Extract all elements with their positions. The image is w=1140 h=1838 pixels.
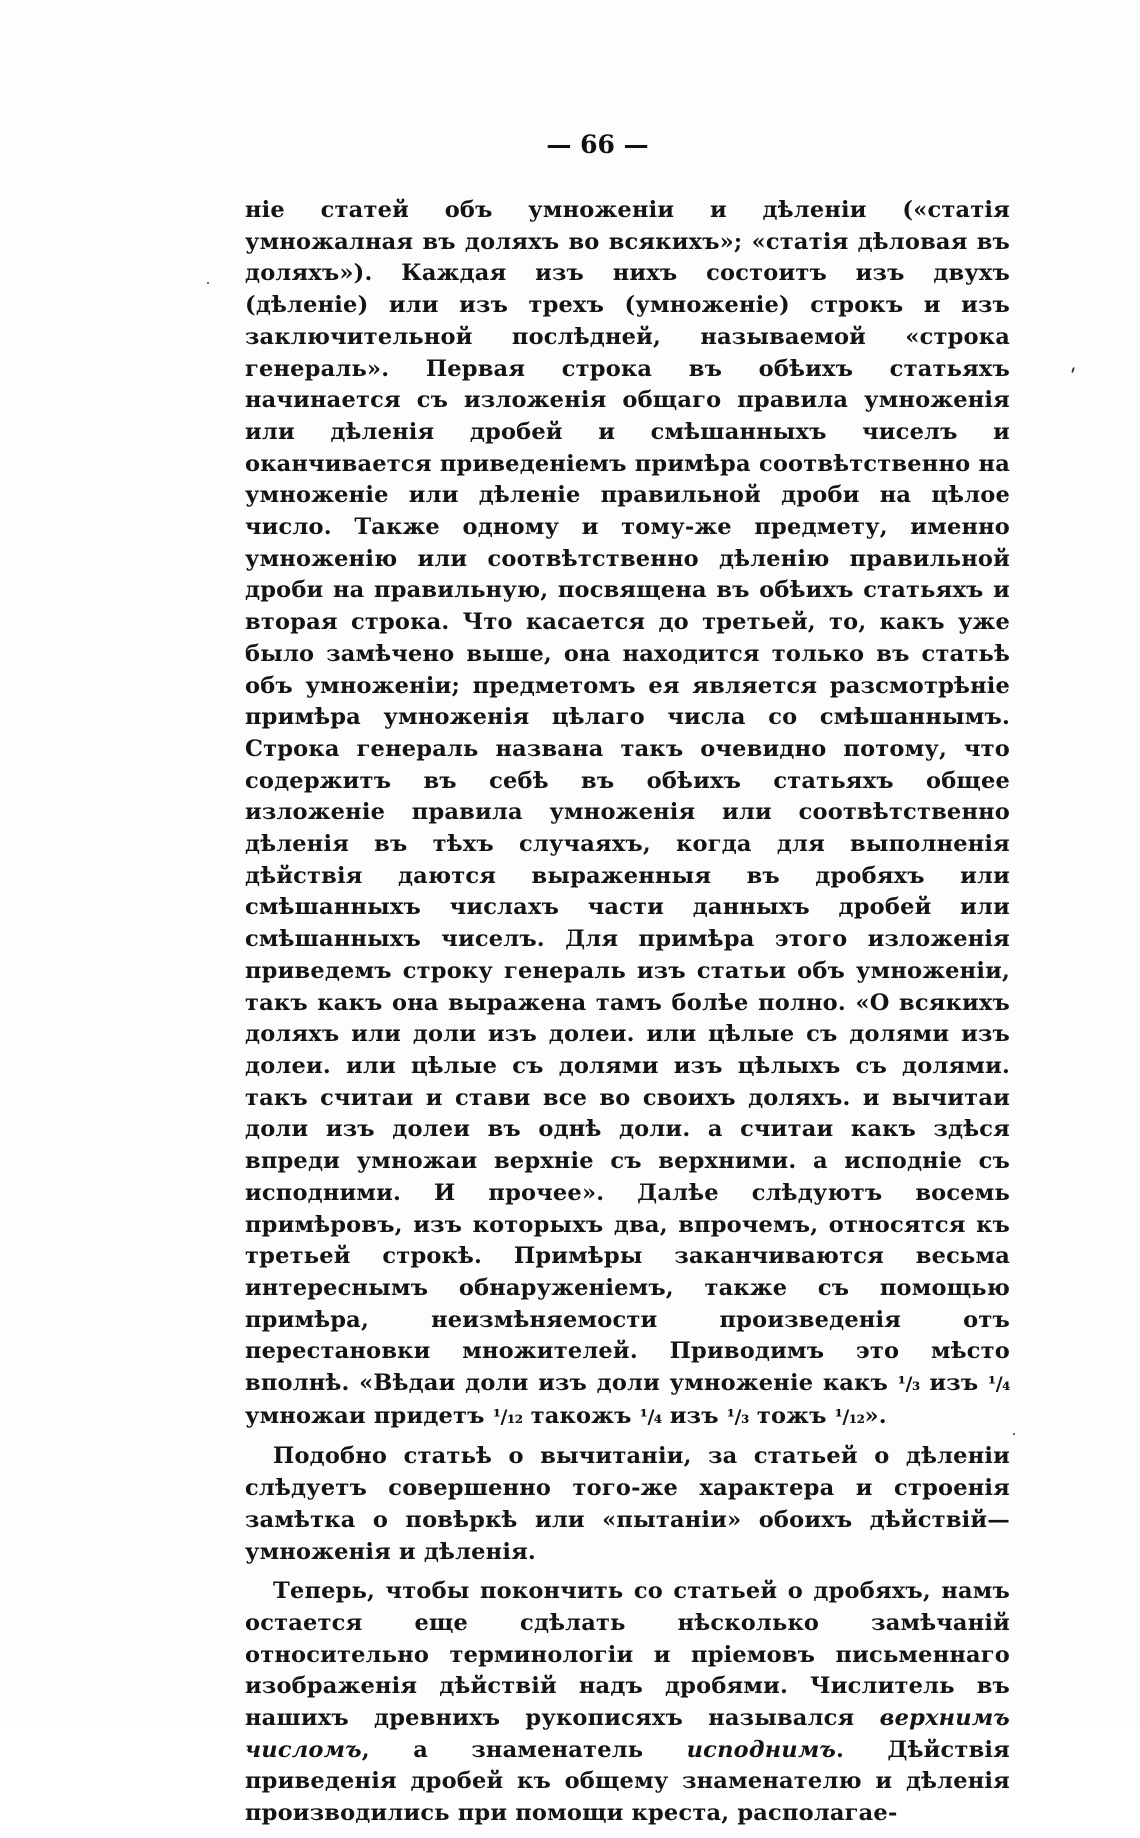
text-run: , а знаменатель <box>361 1736 687 1763</box>
fraction: ¹/₁₂ <box>834 1405 865 1428</box>
fraction: ¹/₃ <box>726 1405 749 1428</box>
fraction: ¹/₃ <box>897 1373 920 1396</box>
fraction: ¹/₄ <box>639 1405 662 1428</box>
text-run: изъ <box>919 1370 988 1397</box>
text-run: Теперь, чтобы покончить со статьей о дробяхъ, намъ остается еще сдѣлать нѣсколько замѣчаній относительно терминологіи и пріемовъ письменнаго изображенія дѣйствій надъ дробями. Числитель въ нашихъ древнихъ рукописяхъ назывался <box>245 1578 1010 1732</box>
text-run: . Дѣйствія приведенія дробей къ общему знаменателю и дѣленія производились при помощи креста, располагае- <box>245 1736 1010 1827</box>
scan-speck <box>207 282 209 284</box>
body-text <box>245 195 1010 1838</box>
text-run: изъ <box>661 1402 727 1429</box>
italic-term: исподнимъ <box>686 1736 837 1763</box>
text-run: тожъ <box>748 1402 835 1429</box>
text-run: ніе статей объ умноженіи и дѣленіи («статія умножалная въ доляхъ во всякихъ»; «статія дѣловая въ доляхъ»). Каждая изъ нихъ состоитъ изъ двухъ (дѣленіе) или изъ трехъ (умноженіе) строкъ и изъ заключительной послѣдней, называемой «строка генераль». Первая строка въ обѣихъ статьяхъ начинается съ изложенія общаго правила умноженія или дѣленія дробей и смѣшанныхъ чиселъ и оканчивается приведеніемъ примѣра соотвѣтственно на умноженіе или дѣленіе правильной дроби на цѣлое число. Также одному и тому-же предмету, именно умноженію или соотвѣтственно дѣленію правильной дроби на правильную, посвящена въ обѣихъ статьяхъ и вторая строка. Что касается до третьей, то, какъ уже было замѣчено выше, она находится только въ статьѣ объ умноженіи; предметомъ ея является разсмотрѣніе примѣра умноженія цѣлаго числа со смѣшаннымъ. Строка генераль названа такъ очевидно потому, что содержитъ въ себѣ въ обѣихъ статьяхъ общее изложеніе правила умноженія или соотвѣтственно дѣленія въ тѣхъ случаяхъ, когда для выполненія дѣйствія даются выраженныя въ дробяхъ или смѣшанныхъ числахъ части данныхъ дробей или смѣшанныхъ чиселъ. Для примѣра этого изложенія приведемъ строку генераль изъ статьи объ умноженіи, такъ какъ она выражена тамъ болѣе полно. «О всякихъ доляхъ или доли изъ долеи. или цѣлые съ долями изъ долеи. или цѣлые съ долями изъ цѣлыхъ съ долями. такъ считаи и стави все во своихъ доляхъ. и вычитаи доли изъ долеи въ однѣ доли. а считаи какъ здѣся впреди умножаи верхніе съ верхними. а исподніе съ исподними. И прочее». Далѣе слѣдуютъ восемь примѣровъ, изъ которыхъ два, впрочемъ, относятся къ третьей строкѣ. Примѣры заканчиваются весьма интереснымъ обнаруженіемъ, также съ помощью примѣра, неизмѣняемости произведенія отъ перестановки множителей. Приводимъ это мѣсто вполнѣ. «Вѣдаи доли изъ доли умноженіе какъ <box>245 197 1010 1397</box>
paragraph <box>245 1576 1010 1830</box>
paragraph <box>245 195 1010 1433</box>
text-run: Подобно статьѣ о вычитаніи, за статьей о дѣленіи слѣдуетъ совершенно того-же характера и строенія замѣтка о повѣркѣ или «пытаніи» обоихъ дѣйствій—умноженія и дѣленія. <box>245 1443 1010 1565</box>
fraction: ¹/₁₂ <box>492 1405 523 1428</box>
scan-speck <box>1071 367 1075 373</box>
scan-speck <box>1013 1433 1015 1435</box>
italic-term: верхнимъ числомъ <box>245 1705 1010 1763</box>
paragraph <box>245 1441 1010 1568</box>
text-run: такожъ <box>522 1402 640 1429</box>
text-run: ». <box>864 1402 887 1429</box>
text-run: умножаи придетъ <box>245 1402 493 1429</box>
page-number: — 66 — <box>546 130 649 159</box>
fraction: ¹/₄ <box>987 1373 1010 1396</box>
